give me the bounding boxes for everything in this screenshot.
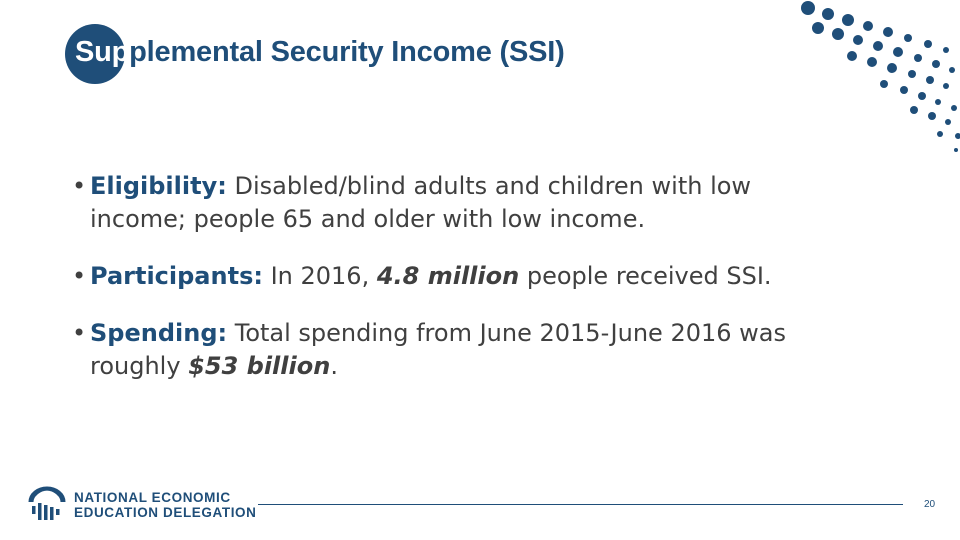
- bullet-label: Spending:: [90, 319, 228, 347]
- pattern-dot: [955, 133, 960, 139]
- pattern-dot: [932, 60, 940, 68]
- bullet-text: Disabled/blind adults and children with low income; people 65 and older with low income.: [90, 172, 752, 233]
- bullet-emphasis: 4.8 million: [376, 262, 520, 290]
- bullet-text: In 2016,: [262, 262, 377, 290]
- pattern-dot: [954, 148, 958, 152]
- pattern-dot: [924, 40, 932, 48]
- pattern-dot: [937, 131, 943, 137]
- pattern-dot: [918, 92, 926, 100]
- pattern-dot: [945, 119, 951, 125]
- dot-pattern-icon: [780, 0, 960, 160]
- pattern-dot: [926, 76, 934, 84]
- pattern-dot: [900, 86, 908, 94]
- pattern-dot: [951, 105, 957, 111]
- pattern-dot: [812, 22, 824, 34]
- pattern-dot: [883, 27, 893, 37]
- bullet-marker: •: [72, 262, 87, 290]
- pattern-dot: [867, 57, 877, 67]
- bullet-emphasis: $53 billion: [188, 352, 331, 380]
- pattern-dot: [801, 1, 815, 15]
- page-number: 20: [924, 499, 936, 510]
- bullet-label: Participants:: [90, 262, 263, 290]
- pattern-dot: [832, 28, 844, 40]
- footer-divider: [258, 504, 903, 505]
- pattern-dot: [873, 41, 883, 51]
- bullet-participants: [72, 260, 852, 293]
- bullet-text: people received SSI.: [519, 262, 772, 290]
- pattern-dot: [880, 80, 888, 88]
- pattern-dot: [847, 51, 857, 61]
- pattern-dot: [910, 106, 918, 114]
- slide-title: [75, 36, 565, 69]
- pattern-dot: [842, 14, 854, 26]
- slide-title-lead: Sup: [75, 36, 130, 68]
- pattern-dot: [893, 47, 903, 57]
- pattern-dot: [887, 63, 897, 73]
- pattern-dot: [908, 70, 916, 78]
- pattern-dot: [949, 67, 955, 73]
- pattern-dot: [853, 35, 863, 45]
- pattern-dot: [904, 34, 912, 42]
- organization-name: [74, 490, 257, 520]
- pattern-dot: [935, 99, 941, 105]
- bullet-marker: •: [72, 172, 87, 200]
- pattern-dot: [928, 112, 936, 120]
- pattern-dot: [822, 8, 834, 20]
- bullet-eligibility: [72, 170, 852, 236]
- bullet-text: .: [330, 352, 338, 380]
- organization-name-line2: EDUCATION DELEGATION: [74, 505, 257, 520]
- bullet-spending: [72, 317, 852, 383]
- organization-name-line1: NATIONAL ECONOMIC: [74, 490, 231, 505]
- bar-chart-globe-icon: [28, 486, 66, 522]
- pattern-dot: [863, 21, 873, 31]
- bullet-label: Eligibility:: [90, 172, 227, 200]
- bullet-list: [72, 170, 852, 383]
- pattern-dot: [943, 83, 949, 89]
- pattern-dot: [914, 54, 922, 62]
- pattern-dot: [943, 47, 949, 53]
- bullet-text: Total spending from June 2015-June 2016 was roughly: [90, 319, 786, 380]
- slide-title-rest: plemental Security Income (SSI): [129, 36, 565, 68]
- bullet-marker: •: [72, 319, 87, 347]
